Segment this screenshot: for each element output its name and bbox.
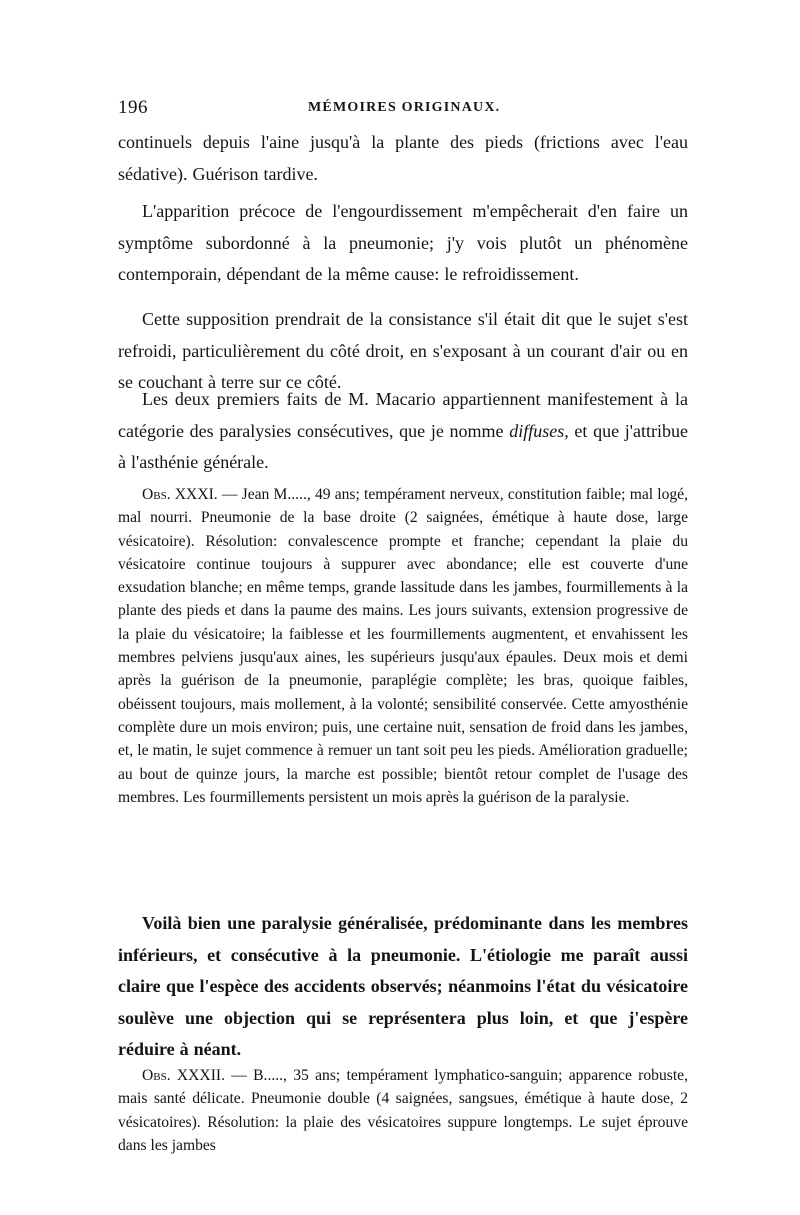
paragraph-macario-end: et que j'attribue à l'asthénie générale. [118, 420, 688, 472]
paragraph-commentary: Voilà bien une paralysie généralisée, prédominante dans les membres inférieurs, et consécutive à la pneumonie. L'étiologie me paraît aussi claire que l'espèce des accidents observés; néanmoins l'état du vésicatoire soulève une objection qui se représentera plus loin, et que j'espère réduire à néant. [118, 913, 688, 1059]
paragraph-continuation: continuels depuis l'aine jusqu'à la plante des pieds (frictions avec l'eau sédative). Guérison tardive. [118, 132, 688, 184]
paragraph-engourdissement: L'apparition précoce de l'engourdissement m'empêcherait d'en faire un symptôme subordonné à la pneumonie; j'y vois plutôt un phénomène contemporain, dépendant de la même cause: le refroidissement. [118, 201, 688, 284]
observation-31-text: — Jean M....., 49 ans; tempérament nerveux, constitution faible; mal logé, mal nourri. Pneumonie de la base droite (2 saignées, émétique à haute dose, large vésicatoire). Résolution: convalescence prompte et franche; cependant la plaie du vésicatoire continue toujours à suppurer avec abondance; elle est couverte d'une exsudation blanche; en même temps, grande lassitude dans les jambes, fourmillements à la plante des pieds et dans la paume des mains. Les jours suivants, extension progressive de la plaie du vésicatoire; la faiblesse et les fourmillements augmentent, et envahissent les membres pelviens jusqu'aux aines, les supérieurs jusqu'aux épaules. Deux mois et demi après la guérison de la pneumonie, paraplégie complète; les bras, quoique faibles, obéissent toujours, mais mollement, à la volonté; sensibilité conservée. Cette amyosthénie complète dure un mois environ; puis, une certaine nuit, sensation de froid dans les jambes, et, le matin, le sujet commence à remuer un tant soit peu les pieds. Amélioration graduelle; au bout de quinze jours, la marche est possible; bientôt retour complet de l'usage des membres. Les fourmillements persistent un mois après la guérison de la paralysie. [118, 486, 689, 806]
paragraph-macario [118, 384, 688, 479]
observation-31-label: Obs. XXXI. [142, 486, 218, 503]
italic-term-diffuses: diffuses, [509, 420, 569, 441]
observation-32 [118, 1064, 688, 1157]
observation-32-text: — B....., 35 ans; tempérament lymphatico-sanguin; apparence robuste, mais santé délicate. Pneumonie double (4 saignées, sangsues, émétique à haute dose, 2 vésicatoires). Résolution: la plaie des vésicatoires suppure longtemps. Le sujet éprouve dans les jambes [118, 1067, 688, 1154]
paragraph-macario-start: Les deux premiers faits de M. Macario appartiennent manifestement à la catégorie des paralysies consécutives, que je nomme [118, 389, 688, 441]
page-header [118, 97, 688, 125]
observation-31 [118, 483, 688, 809]
page-number: 196 [118, 97, 148, 118]
observation-32-label: Obs. XXXII. [142, 1067, 225, 1084]
running-title: MÉMOIRES ORIGINAUX. [308, 100, 501, 115]
paragraph-supposition: Cette supposition prendrait de la consistance s'il était dit que le sujet s'est refroidi, particulièrement du côté droit, en s'exposant à un courant d'air ou en se couchant à terre sur ce côté. [118, 309, 688, 392]
